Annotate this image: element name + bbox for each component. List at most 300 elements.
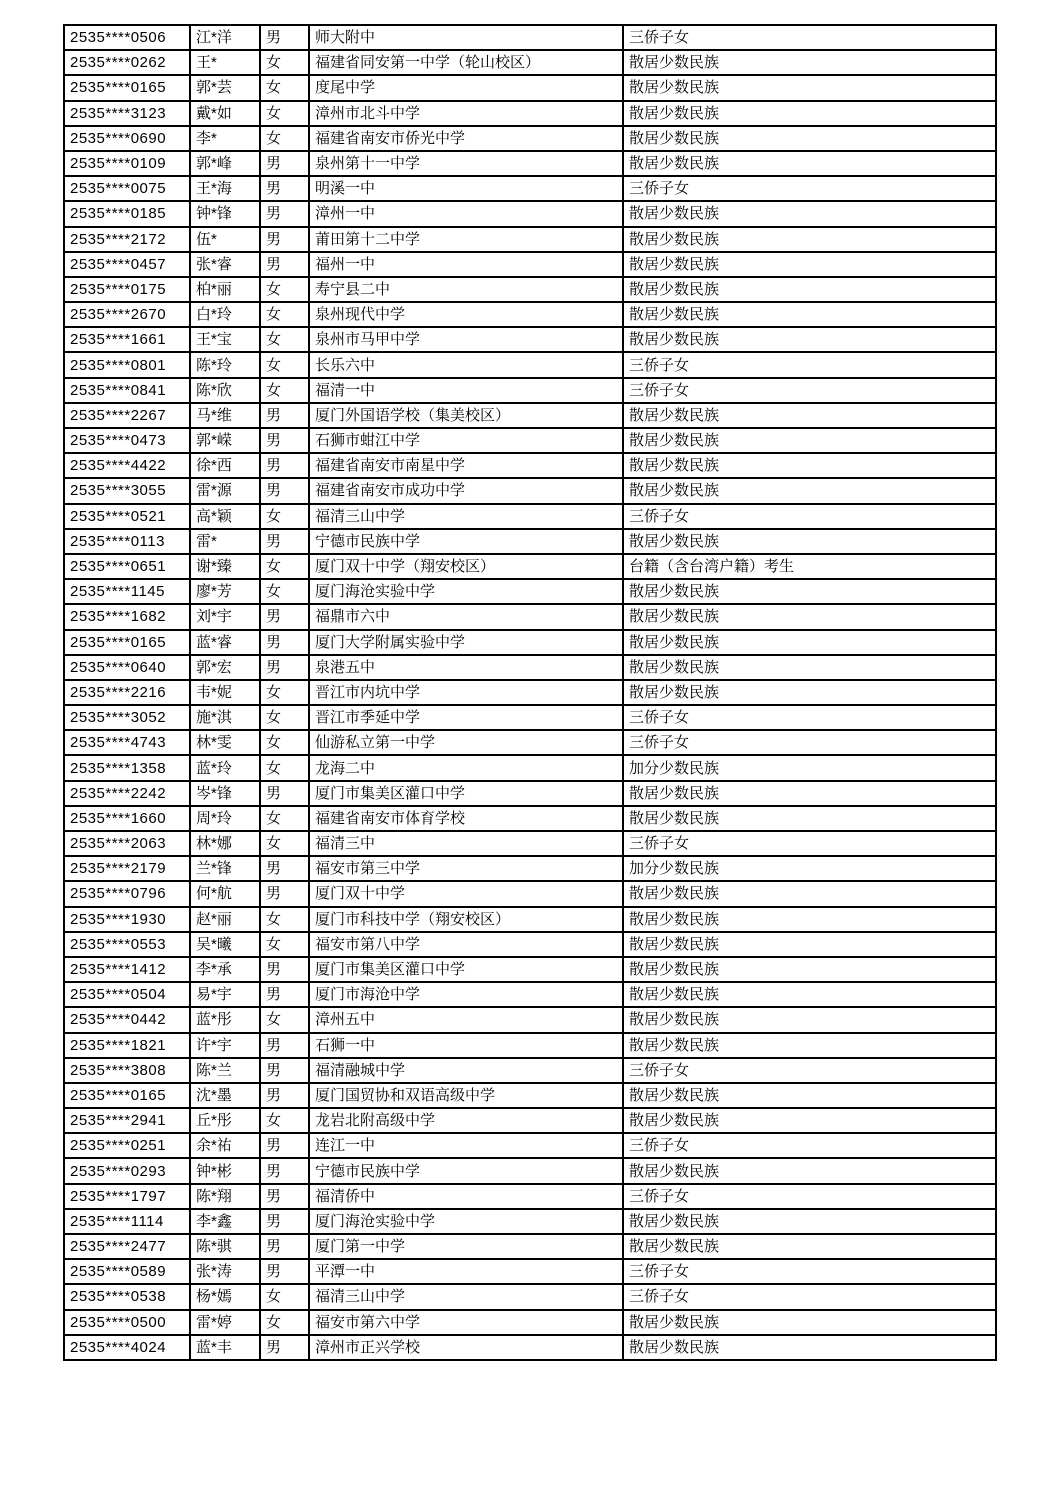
table-row — [64, 579, 996, 604]
cell-id: 2535****0500 — [64, 1310, 190, 1335]
cell-category: 散居少数民族 — [623, 1083, 996, 1108]
cell-gender: 女 — [260, 50, 309, 75]
cell-id: 2535****0185 — [64, 201, 190, 226]
cell-name: 郭*嵘 — [190, 428, 260, 453]
cell-gender: 男 — [260, 881, 309, 906]
cell-school: 福建省南安市体育学校 — [309, 806, 623, 831]
cell-gender: 男 — [260, 1083, 309, 1108]
cell-id: 2535****0251 — [64, 1133, 190, 1158]
candidate-roster-sheet — [63, 24, 997, 1361]
cell-name: 张*睿 — [190, 252, 260, 277]
cell-id: 2535****0640 — [64, 655, 190, 680]
cell-category: 散居少数民族 — [623, 932, 996, 957]
cell-category: 散居少数民族 — [623, 151, 996, 176]
cell-category: 散居少数民族 — [623, 1310, 996, 1335]
cell-gender: 女 — [260, 1007, 309, 1032]
cell-id: 2535****0113 — [64, 529, 190, 554]
cell-id: 2535****0293 — [64, 1158, 190, 1183]
cell-gender: 女 — [260, 1108, 309, 1133]
cell-gender: 男 — [260, 1158, 309, 1183]
cell-gender: 男 — [260, 1133, 309, 1158]
cell-category: 散居少数民族 — [623, 227, 996, 252]
table-row — [64, 277, 996, 302]
cell-id: 2535****0506 — [64, 25, 190, 50]
cell-name: 雷*源 — [190, 478, 260, 503]
cell-category: 三侨子女 — [623, 1058, 996, 1083]
cell-name: 王*海 — [190, 176, 260, 201]
table-row — [64, 1158, 996, 1183]
cell-school: 厦门海沧实验中学 — [309, 1209, 623, 1234]
cell-name: 王* — [190, 50, 260, 75]
cell-name: 白*玲 — [190, 302, 260, 327]
cell-gender: 男 — [260, 982, 309, 1007]
cell-name: 谢*臻 — [190, 554, 260, 579]
cell-school: 厦门外国语学校（集美校区） — [309, 403, 623, 428]
cell-id: 2535****1797 — [64, 1184, 190, 1209]
cell-category: 散居少数民族 — [623, 529, 996, 554]
cell-gender: 男 — [260, 201, 309, 226]
cell-id: 2535****1412 — [64, 957, 190, 982]
cell-category: 三侨子女 — [623, 1184, 996, 1209]
cell-id: 2535****0553 — [64, 932, 190, 957]
cell-category: 三侨子女 — [623, 1259, 996, 1284]
table-row — [64, 907, 996, 932]
cell-id: 2535****0165 — [64, 630, 190, 655]
cell-name: 刘*宇 — [190, 604, 260, 629]
cell-gender: 女 — [260, 831, 309, 856]
table-row — [64, 453, 996, 478]
cell-name: 李* — [190, 126, 260, 151]
cell-name: 吴*曦 — [190, 932, 260, 957]
cell-gender: 男 — [260, 151, 309, 176]
cell-category: 散居少数民族 — [623, 881, 996, 906]
cell-gender: 男 — [260, 529, 309, 554]
cell-name: 柏*丽 — [190, 277, 260, 302]
cell-id: 2535****2477 — [64, 1234, 190, 1259]
cell-gender: 男 — [260, 478, 309, 503]
cell-gender: 女 — [260, 277, 309, 302]
cell-name: 林*雯 — [190, 730, 260, 755]
table-row — [64, 428, 996, 453]
cell-category: 散居少数民族 — [623, 1033, 996, 1058]
cell-gender: 男 — [260, 1259, 309, 1284]
cell-name: 钟*彬 — [190, 1158, 260, 1183]
cell-name: 韦*妮 — [190, 680, 260, 705]
table-row — [64, 1310, 996, 1335]
cell-category: 散居少数民族 — [623, 302, 996, 327]
cell-gender: 男 — [260, 655, 309, 680]
cell-name: 陈*欣 — [190, 378, 260, 403]
cell-category: 三侨子女 — [623, 25, 996, 50]
cell-school: 福建省同安第一中学（轮山校区） — [309, 50, 623, 75]
cell-category: 散居少数民族 — [623, 957, 996, 982]
cell-name: 施*淇 — [190, 705, 260, 730]
cell-gender: 女 — [260, 504, 309, 529]
cell-id: 2535****0690 — [64, 126, 190, 151]
table-row — [64, 302, 996, 327]
cell-category: 散居少数民族 — [623, 252, 996, 277]
cell-category: 三侨子女 — [623, 378, 996, 403]
cell-name: 江*洋 — [190, 25, 260, 50]
cell-gender: 男 — [260, 25, 309, 50]
cell-name: 李*承 — [190, 957, 260, 982]
cell-school: 福清三山中学 — [309, 1284, 623, 1309]
cell-category: 三侨子女 — [623, 352, 996, 377]
cell-name: 高*颖 — [190, 504, 260, 529]
cell-school: 福建省南安市成功中学 — [309, 478, 623, 503]
table-row — [64, 227, 996, 252]
cell-name: 易*宇 — [190, 982, 260, 1007]
cell-name: 陈*翔 — [190, 1184, 260, 1209]
cell-school: 厦门市科技中学（翔安校区） — [309, 907, 623, 932]
cell-school: 福建省南安市南星中学 — [309, 453, 623, 478]
cell-id: 2535****0473 — [64, 428, 190, 453]
cell-name: 沈*墨 — [190, 1083, 260, 1108]
cell-category: 加分少数民族 — [623, 755, 996, 780]
table-row — [64, 126, 996, 151]
cell-gender: 女 — [260, 1310, 309, 1335]
cell-category: 散居少数民族 — [623, 806, 996, 831]
cell-category: 散居少数民族 — [623, 201, 996, 226]
cell-category: 散居少数民族 — [623, 327, 996, 352]
cell-name: 陈*玲 — [190, 352, 260, 377]
table-row — [64, 604, 996, 629]
cell-gender: 女 — [260, 101, 309, 126]
cell-gender: 男 — [260, 781, 309, 806]
cell-school: 长乐六中 — [309, 352, 623, 377]
cell-category: 散居少数民族 — [623, 604, 996, 629]
cell-name: 岑*锋 — [190, 781, 260, 806]
cell-category: 散居少数民族 — [623, 453, 996, 478]
cell-gender: 男 — [260, 1058, 309, 1083]
cell-gender: 男 — [260, 1234, 309, 1259]
cell-category: 散居少数民族 — [623, 907, 996, 932]
cell-gender: 男 — [260, 227, 309, 252]
cell-name: 钟*锋 — [190, 201, 260, 226]
table-row — [64, 881, 996, 906]
cell-gender: 女 — [260, 755, 309, 780]
table-row — [64, 1284, 996, 1309]
cell-id: 2535****0109 — [64, 151, 190, 176]
cell-id: 2535****0841 — [64, 378, 190, 403]
cell-gender: 男 — [260, 1184, 309, 1209]
cell-category: 三侨子女 — [623, 705, 996, 730]
table-row — [64, 655, 996, 680]
cell-gender: 男 — [260, 630, 309, 655]
table-row — [64, 554, 996, 579]
cell-category: 散居少数民族 — [623, 781, 996, 806]
table-row — [64, 806, 996, 831]
cell-gender: 男 — [260, 1335, 309, 1360]
cell-name: 陈*兰 — [190, 1058, 260, 1083]
cell-school: 福清一中 — [309, 378, 623, 403]
cell-school: 厦门双十中学 — [309, 881, 623, 906]
candidate-roster-table — [63, 24, 997, 1361]
cell-school: 宁德市民族中学 — [309, 529, 623, 554]
cell-category: 散居少数民族 — [623, 126, 996, 151]
cell-school: 平潭一中 — [309, 1259, 623, 1284]
cell-school: 厦门市海沧中学 — [309, 982, 623, 1007]
cell-school: 龙岩北附高级中学 — [309, 1108, 623, 1133]
cell-school: 厦门市集美区灌口中学 — [309, 781, 623, 806]
cell-school: 漳州市正兴学校 — [309, 1335, 623, 1360]
cell-gender: 女 — [260, 327, 309, 352]
cell-gender: 女 — [260, 806, 309, 831]
cell-name: 蓝*丰 — [190, 1335, 260, 1360]
cell-school: 厦门国贸协和双语高级中学 — [309, 1083, 623, 1108]
cell-name: 陈*骐 — [190, 1234, 260, 1259]
cell-gender: 男 — [260, 453, 309, 478]
cell-school: 泉州现代中学 — [309, 302, 623, 327]
cell-name: 兰*锋 — [190, 856, 260, 881]
cell-school: 晋江市季延中学 — [309, 705, 623, 730]
table-row — [64, 1033, 996, 1058]
table-row — [64, 730, 996, 755]
cell-name: 蓝*彤 — [190, 1007, 260, 1032]
cell-id: 2535****2242 — [64, 781, 190, 806]
cell-name: 许*宇 — [190, 1033, 260, 1058]
cell-id: 2535****0165 — [64, 75, 190, 100]
cell-id: 2535****0457 — [64, 252, 190, 277]
table-row — [64, 201, 996, 226]
cell-name: 何*航 — [190, 881, 260, 906]
cell-id: 2535****2216 — [64, 680, 190, 705]
cell-name: 林*娜 — [190, 831, 260, 856]
cell-id: 2535****0165 — [64, 1083, 190, 1108]
cell-id: 2535****1930 — [64, 907, 190, 932]
cell-id: 2535****4024 — [64, 1335, 190, 1360]
cell-category: 散居少数民族 — [623, 579, 996, 604]
cell-school: 厦门第一中学 — [309, 1234, 623, 1259]
cell-name: 赵*丽 — [190, 907, 260, 932]
cell-gender: 女 — [260, 126, 309, 151]
table-row — [64, 1234, 996, 1259]
cell-school: 厦门市集美区灌口中学 — [309, 957, 623, 982]
table-row — [64, 957, 996, 982]
cell-school: 厦门双十中学（翔安校区） — [309, 554, 623, 579]
cell-id: 2535****1358 — [64, 755, 190, 780]
cell-category: 三侨子女 — [623, 1284, 996, 1309]
cell-school: 连江一中 — [309, 1133, 623, 1158]
cell-name: 张*涛 — [190, 1259, 260, 1284]
table-row — [64, 1133, 996, 1158]
cell-school: 明溪一中 — [309, 176, 623, 201]
cell-gender: 男 — [260, 176, 309, 201]
cell-school: 福清侨中 — [309, 1184, 623, 1209]
cell-school: 泉港五中 — [309, 655, 623, 680]
cell-name: 余*祐 — [190, 1133, 260, 1158]
cell-category: 散居少数民族 — [623, 478, 996, 503]
cell-name: 王*宝 — [190, 327, 260, 352]
cell-gender: 男 — [260, 604, 309, 629]
cell-name: 蓝*玲 — [190, 755, 260, 780]
cell-category: 加分少数民族 — [623, 856, 996, 881]
cell-id: 2535****4743 — [64, 730, 190, 755]
table-row — [64, 755, 996, 780]
cell-id: 2535****2172 — [64, 227, 190, 252]
table-row — [64, 101, 996, 126]
cell-name: 杨*嫣 — [190, 1284, 260, 1309]
cell-id: 2535****0521 — [64, 504, 190, 529]
cell-id: 2535****2179 — [64, 856, 190, 881]
cell-gender: 女 — [260, 378, 309, 403]
cell-id: 2535****0442 — [64, 1007, 190, 1032]
cell-gender: 男 — [260, 428, 309, 453]
cell-id: 2535****3808 — [64, 1058, 190, 1083]
table-row — [64, 151, 996, 176]
table-row — [64, 478, 996, 503]
cell-school: 福安市第三中学 — [309, 856, 623, 881]
table-row — [64, 831, 996, 856]
table-row — [64, 932, 996, 957]
cell-category: 散居少数民族 — [623, 655, 996, 680]
cell-id: 2535****0538 — [64, 1284, 190, 1309]
table-row — [64, 176, 996, 201]
table-row — [64, 1007, 996, 1032]
cell-id: 2535****3055 — [64, 478, 190, 503]
cell-category: 散居少数民族 — [623, 101, 996, 126]
cell-school: 福建省南安市侨光中学 — [309, 126, 623, 151]
table-row — [64, 252, 996, 277]
cell-id: 2535****2941 — [64, 1108, 190, 1133]
cell-id: 2535****1145 — [64, 579, 190, 604]
table-row — [64, 1259, 996, 1284]
cell-category: 三侨子女 — [623, 176, 996, 201]
cell-gender: 女 — [260, 1284, 309, 1309]
cell-gender: 女 — [260, 75, 309, 100]
cell-school: 师大附中 — [309, 25, 623, 50]
table-row — [64, 75, 996, 100]
cell-school: 漳州市北斗中学 — [309, 101, 623, 126]
table-row — [64, 705, 996, 730]
cell-school: 福鼎市六中 — [309, 604, 623, 629]
cell-category: 三侨子女 — [623, 730, 996, 755]
table-body — [64, 25, 996, 1360]
cell-gender: 男 — [260, 403, 309, 428]
table-row — [64, 982, 996, 1007]
cell-category: 散居少数民族 — [623, 1335, 996, 1360]
table-row — [64, 1209, 996, 1234]
table-row — [64, 327, 996, 352]
cell-school: 石狮市蚶江中学 — [309, 428, 623, 453]
cell-school: 寿宁县二中 — [309, 277, 623, 302]
cell-school: 福安市第八中学 — [309, 932, 623, 957]
cell-name: 周*玲 — [190, 806, 260, 831]
cell-id: 2535****0262 — [64, 50, 190, 75]
table-row — [64, 529, 996, 554]
cell-name: 郭*芸 — [190, 75, 260, 100]
cell-category: 散居少数民族 — [623, 75, 996, 100]
cell-id: 2535****1114 — [64, 1209, 190, 1234]
cell-id: 2535****0651 — [64, 554, 190, 579]
table-row — [64, 1083, 996, 1108]
cell-name: 马*维 — [190, 403, 260, 428]
cell-school: 漳州一中 — [309, 201, 623, 226]
cell-id: 2535****2063 — [64, 831, 190, 856]
cell-category: 散居少数民族 — [623, 1007, 996, 1032]
cell-school: 宁德市民族中学 — [309, 1158, 623, 1183]
cell-category: 散居少数民族 — [623, 982, 996, 1007]
table-row — [64, 378, 996, 403]
cell-school: 漳州五中 — [309, 1007, 623, 1032]
cell-category: 三侨子女 — [623, 831, 996, 856]
cell-category: 散居少数民族 — [623, 630, 996, 655]
cell-school: 厦门大学附属实验中学 — [309, 630, 623, 655]
cell-school: 泉州第十一中学 — [309, 151, 623, 176]
cell-category: 三侨子女 — [623, 1133, 996, 1158]
cell-name: 廖*芳 — [190, 579, 260, 604]
cell-school: 龙海二中 — [309, 755, 623, 780]
table-row — [64, 630, 996, 655]
cell-id: 2535****1661 — [64, 327, 190, 352]
cell-name: 雷*婷 — [190, 1310, 260, 1335]
table-row — [64, 680, 996, 705]
table-row — [64, 403, 996, 428]
table-row — [64, 50, 996, 75]
cell-id: 2535****2670 — [64, 302, 190, 327]
cell-category: 散居少数民族 — [623, 1234, 996, 1259]
cell-name: 雷* — [190, 529, 260, 554]
table-row — [64, 856, 996, 881]
cell-category: 散居少数民族 — [623, 50, 996, 75]
cell-id: 2535****0796 — [64, 881, 190, 906]
cell-name: 伍* — [190, 227, 260, 252]
cell-id: 2535****0801 — [64, 352, 190, 377]
cell-id: 2535****1682 — [64, 604, 190, 629]
cell-gender: 女 — [260, 579, 309, 604]
cell-name: 郭*宏 — [190, 655, 260, 680]
cell-name: 蓝*睿 — [190, 630, 260, 655]
cell-name: 郭*峰 — [190, 151, 260, 176]
table-row — [64, 1108, 996, 1133]
cell-id: 2535****0175 — [64, 277, 190, 302]
cell-school: 厦门海沧实验中学 — [309, 579, 623, 604]
cell-gender: 女 — [260, 554, 309, 579]
cell-category: 三侨子女 — [623, 504, 996, 529]
cell-category: 散居少数民族 — [623, 680, 996, 705]
cell-id: 2535****2267 — [64, 403, 190, 428]
cell-gender: 男 — [260, 1209, 309, 1234]
cell-school: 福清三山中学 — [309, 504, 623, 529]
cell-category: 散居少数民族 — [623, 428, 996, 453]
cell-gender: 男 — [260, 856, 309, 881]
cell-gender: 男 — [260, 957, 309, 982]
cell-gender: 女 — [260, 302, 309, 327]
cell-school: 泉州市马甲中学 — [309, 327, 623, 352]
cell-school: 福州一中 — [309, 252, 623, 277]
table-row — [64, 1335, 996, 1360]
cell-category: 散居少数民族 — [623, 277, 996, 302]
cell-category: 台籍（含台湾户籍）考生 — [623, 554, 996, 579]
cell-gender: 女 — [260, 680, 309, 705]
cell-category: 散居少数民族 — [623, 403, 996, 428]
cell-category: 散居少数民族 — [623, 1108, 996, 1133]
cell-gender: 女 — [260, 907, 309, 932]
cell-id: 2535****1660 — [64, 806, 190, 831]
cell-name: 徐*西 — [190, 453, 260, 478]
cell-gender: 女 — [260, 352, 309, 377]
table-row — [64, 352, 996, 377]
cell-id: 2535****4422 — [64, 453, 190, 478]
cell-category: 散居少数民族 — [623, 1158, 996, 1183]
cell-name: 李*鑫 — [190, 1209, 260, 1234]
cell-school: 莆田第十二中学 — [309, 227, 623, 252]
cell-school: 福清三中 — [309, 831, 623, 856]
cell-school: 福安市第六中学 — [309, 1310, 623, 1335]
cell-school: 石狮一中 — [309, 1033, 623, 1058]
cell-gender: 男 — [260, 1033, 309, 1058]
cell-id: 2535****1821 — [64, 1033, 190, 1058]
